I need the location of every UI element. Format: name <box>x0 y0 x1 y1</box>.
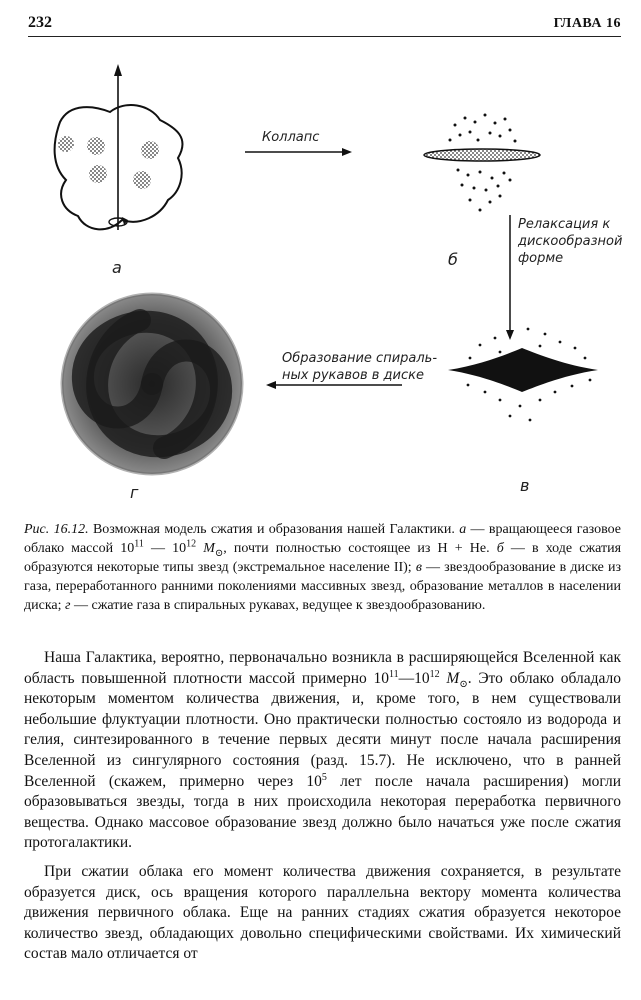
exponent: 5 <box>321 771 327 783</box>
caption-text: , почти полностью состоящее из H + He. <box>223 541 497 556</box>
panel-b-label: б <box>448 250 458 269</box>
page-number: 232 <box>28 14 52 31</box>
caption-text: — вращающееся газовое облако массой 10 <box>24 522 622 556</box>
panel-g-label: г <box>130 483 139 502</box>
exponent: 12 <box>429 668 440 680</box>
paragraph-2: При сжатии облака его момент количества движения сохраняется, в результате образуется диск, ось вращения которого параллельна вектору момента количества движения первичного облака. Еще на ранних стадиях сжатия образуется некоторое количество звезд, обладающих довольно специфическими свойствами. Их химический состав мало отличается от <box>24 862 621 963</box>
body-text <box>24 648 621 965</box>
caption-panel-v: в <box>415 560 422 575</box>
panel-b-disk <box>424 114 540 212</box>
paragraph-text: —10 <box>398 669 430 687</box>
relaxation-label <box>518 216 622 267</box>
sun-symbol: ⊙ <box>214 547 224 559</box>
panel-v-label: в <box>520 476 530 495</box>
paragraph-1 <box>24 648 621 854</box>
chapter-title: ГЛАВА 16 <box>553 16 621 31</box>
caption-text: — сжатие газа в спиральных рукавах, ведущее к звездообразованию. <box>70 598 486 613</box>
caption-text: Возможная модель сжатия и образования нашей Галактики. <box>88 522 460 537</box>
paragraph-text: лет после начала расширения) могли образовываться звезды, тогда в них происходила некоторая переработка первичного вещества. Однако массовое образование звезд должно было начаться уже после сжатия протогалактики. <box>24 772 621 852</box>
relaxation-line-3: форме <box>518 251 564 266</box>
caption-label: Рис. 16.12. <box>24 522 89 537</box>
relaxation-line-1: Релаксация к <box>518 217 611 232</box>
mass-symbol: M <box>446 669 460 687</box>
caption-panel-b: б <box>496 541 504 556</box>
relaxation-line-2: дискообразной <box>518 234 623 249</box>
figure-caption <box>24 520 621 615</box>
sun-symbol: ⊙ <box>459 678 468 690</box>
paragraph-text: Наша Галактика, вероятно, первоначально возникла в расширяющейся Вселенной как область повышенной плотности массой примерно 10 <box>24 649 621 687</box>
panel-a-cloud <box>55 64 183 230</box>
header-rule <box>28 36 621 37</box>
caption-exponent: 12 <box>186 538 197 550</box>
caption-panel-g: г <box>65 598 71 613</box>
caption-panel-a: а <box>459 522 467 537</box>
spiral-line-1: Образование спираль- <box>282 351 438 366</box>
collapse-arrow <box>245 148 352 156</box>
panel-a-label: а <box>112 258 122 277</box>
spiral-label <box>282 350 437 384</box>
figure-galaxy-formation <box>0 40 641 510</box>
collapse-label: Коллапс <box>262 130 320 145</box>
panel-g-spiral-galaxy <box>62 294 242 474</box>
spiral-line-2: ных рукавов в диске <box>282 368 424 383</box>
caption-text: — в ходе сжатия образуются некоторые типы звезд (экстремальное население II); <box>24 541 622 575</box>
mass-symbol: M <box>203 541 215 556</box>
caption-exponent: 11 <box>134 538 144 550</box>
relaxation-arrow <box>506 215 514 340</box>
caption-text: — звездообразование в диске из газа, переработанного ранними поколениями массивных звезд, образование металлов в населении диска; <box>24 560 622 613</box>
caption-text: — 10 <box>143 541 187 556</box>
panel-v-disk-bulge <box>448 328 598 422</box>
paragraph-text: . Это облако обладало некоторым моментом количества движения, и, кроме того, в нем существовали небольшие флуктуации плотности. Оно практически полностью состояло из водорода и гелия, синтезированного в течение первых десяти минут после начала расширения Вселенной из сингулярного состояния (разд. 15.7). Не исключено, что в ранней Вселенной (скажем, примерно через 10 <box>24 669 621 790</box>
exponent: 11 <box>389 668 399 680</box>
page-header <box>28 8 621 34</box>
